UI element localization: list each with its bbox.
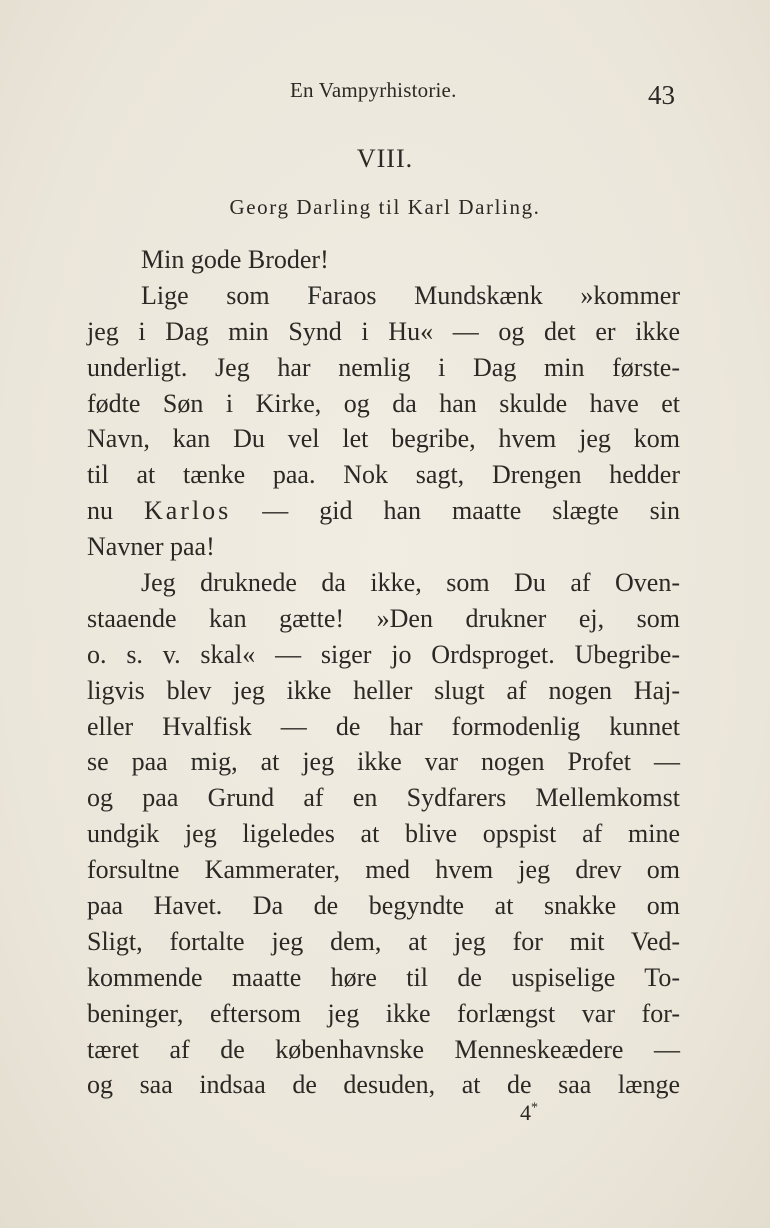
text-line: staaende kan gætte! »Den drukner ej, som — [87, 603, 680, 633]
text-line: eller Hvalfisk — de har formodenlig kunnet — [87, 711, 680, 741]
text-line: o. s. v. skal« — siger jo Ordsproget. Ubegribe- — [87, 639, 680, 669]
letter-heading: Georg Darling til Karl Darling. — [229, 195, 541, 219]
text-line: tæret af de københavnske Menneskeædere — — [87, 1034, 680, 1064]
chapter-number: VIII. — [356, 144, 414, 173]
text-segment: nu — [87, 496, 144, 526]
text-line: paa Havet. Da de begyndte at snakke om — [87, 891, 680, 921]
salutation: Min gode Broder! — [141, 245, 329, 274]
text-line: forsultne Kammerater, med hvem jeg drev om — [87, 855, 680, 885]
running-title: En Vampyrhistorie. — [290, 78, 457, 102]
running-header — [0, 78, 770, 118]
text-line: fødte Søn i Kirke, og da han skulde have et — [87, 388, 680, 418]
spaced-name: Karlos — [143, 496, 232, 526]
text-line — [87, 493, 680, 529]
page-number: 43 — [648, 80, 675, 110]
text-line: jeg i Dag min Synd i Hu« — og det er ikke — [87, 316, 680, 346]
text-line: undgik jeg ligeledes at blive opspist af mine — [87, 819, 680, 849]
text-line: til at tænke paa. Nok sagt, Drengen hedder — [87, 460, 680, 490]
text-line: Jeg druknede da ikke, som Du af Oven- — [141, 568, 680, 598]
text-line: kommende maatte høre til de uspiselige To- — [87, 962, 680, 992]
signature-asterisk: * — [531, 1100, 538, 1116]
text-line: Sligt, fortalte jeg dem, at jeg for mit Ved- — [87, 926, 680, 956]
text-line: se paa mig, at jeg ikke var nogen Profet — — [87, 747, 680, 777]
text-line: Navner paa! — [87, 532, 215, 562]
text-line: beninger, eftersom jeg ikke forlængst var for- — [87, 998, 680, 1028]
body-text — [87, 242, 680, 1103]
signature-mark — [520, 1100, 538, 1126]
signature-number: 4 — [520, 1100, 531, 1125]
text-line: underligt. Jeg har nemlig i Dag min første- — [87, 352, 680, 382]
text-line: og saa indsaa de desuden, at de saa længe — [87, 1070, 680, 1100]
text-segment: — gid han maatte slægte sin — [231, 496, 681, 526]
text-line: og paa Grund af en Sydfarers Mellemkomst — [87, 783, 680, 813]
text-line: Lige som Faraos Mundskænk »kommer — [141, 280, 680, 310]
text-line: Navn, kan Du vel let begribe, hvem jeg kom — [87, 424, 680, 454]
text-line: ligvis blev jeg ikke heller slugt af nogen Haj- — [87, 675, 680, 705]
